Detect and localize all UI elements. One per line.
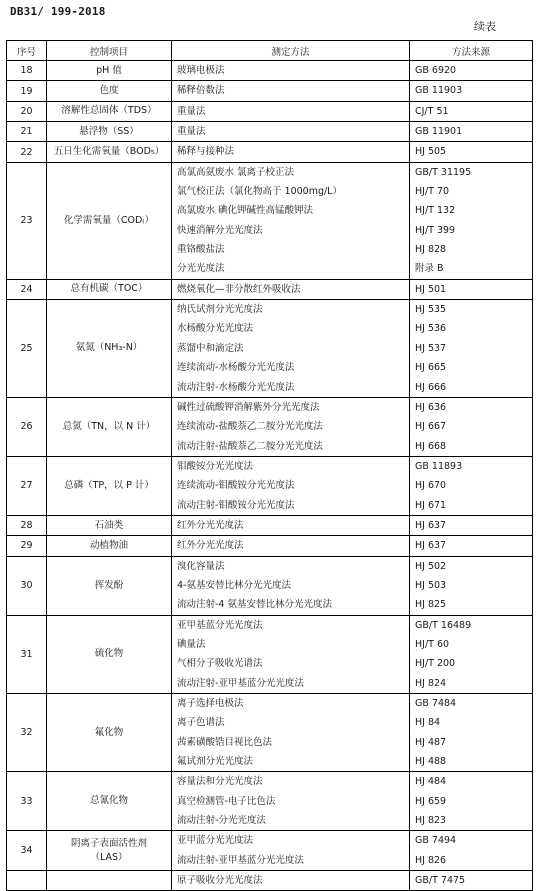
source-line: HJ 667	[415, 421, 447, 433]
method-line: 气相分子吸收光谱法	[177, 658, 263, 670]
table-row	[7, 456, 533, 515]
source-cell	[410, 871, 533, 891]
control-item-cell	[47, 536, 172, 556]
method-line: 高氯废水 碘化钾碱性高锰酸钾法	[177, 205, 314, 217]
control-item-cell	[47, 456, 172, 515]
source-cell	[410, 515, 533, 535]
source-cell	[410, 694, 533, 772]
method-line: 容量法和分光光度法	[177, 776, 263, 788]
method-line: 4-氨基安替比林分光光度法	[177, 579, 291, 591]
source-line: HJ 824	[415, 677, 447, 689]
table-row	[7, 397, 533, 456]
source-line: HJ 659	[415, 795, 447, 807]
control-item-cell	[47, 142, 172, 162]
method-cell	[172, 300, 410, 398]
source-line: HJ 487	[415, 736, 447, 748]
table-row	[7, 871, 533, 891]
control-item-label: 总氰化物	[89, 795, 128, 807]
method-line: 流动注射-盐酸萘乙二胺分光光度法	[177, 440, 323, 452]
document-code: DB31/ 199-2018	[10, 5, 106, 18]
control-item-label: 悬浮物（SS）	[79, 125, 139, 137]
method-line: 流动注射-水杨酸分光光度法	[177, 381, 295, 393]
control-item-label: 氟化物	[94, 726, 124, 738]
table-row	[7, 556, 533, 615]
method-line: 连续流动-钼酸铵分光光度法	[177, 480, 295, 492]
source-line: HJ 535	[415, 304, 447, 316]
source-line: HJ 503	[415, 579, 447, 591]
method-line: 连续流动-水杨酸分光光度法	[177, 362, 295, 374]
source-cell	[410, 81, 533, 101]
table-row	[7, 61, 533, 81]
continued-label: 续表	[474, 20, 496, 33]
method-line: 玻璃电极法	[177, 65, 225, 76]
row-number-cell: 19	[7, 81, 47, 101]
table-row	[7, 101, 533, 121]
method-line: 钼酸铵分光光度法	[177, 460, 254, 472]
control-item-cell	[47, 831, 172, 871]
source-line: HJ 502	[415, 560, 447, 572]
method-line: 茜素磺酸锆目视比色法	[177, 736, 273, 748]
method-cell	[172, 772, 410, 831]
source-cell	[410, 101, 533, 121]
source-cell	[410, 142, 533, 162]
method-line: 真空检测管-电子比色法	[177, 795, 276, 807]
method-cell	[172, 101, 410, 121]
method-line: 亚甲基蓝分光光度法	[177, 619, 263, 631]
column-header-no: 序号	[7, 41, 47, 61]
row-number-cell	[7, 871, 47, 891]
table-row	[7, 536, 533, 556]
method-cell	[172, 397, 410, 456]
control-item-cell	[47, 515, 172, 535]
table-row	[7, 122, 533, 142]
control-item-label: （LAS）	[90, 851, 128, 863]
source-line: HJ 84	[415, 717, 441, 729]
row-number-cell: 33	[7, 772, 47, 831]
method-cell	[172, 456, 410, 515]
method-line: 连续流动-盐酸萘乙二胺分光光度法	[177, 421, 323, 433]
source-cell	[410, 556, 533, 615]
method-cell	[172, 162, 410, 279]
source-line: HJ 637	[415, 519, 447, 531]
method-cell	[172, 279, 410, 299]
control-item-label: 挥发酚	[94, 579, 124, 591]
control-item-cell	[47, 279, 172, 299]
source-line: HJ 828	[415, 244, 447, 256]
source-line: HJ/T 70	[415, 186, 450, 198]
source-line: GB/T 7475	[415, 875, 466, 887]
method-line: 碱性过硫酸钾消解紫外分光光度法	[177, 401, 320, 413]
table-row	[7, 81, 533, 101]
test-methods-table	[6, 40, 533, 891]
method-line: 分光光度法	[177, 263, 225, 275]
source-line: GB/T 31195	[415, 166, 472, 178]
source-line: GB 11893	[415, 460, 463, 472]
table-row	[7, 162, 533, 279]
source-cell	[410, 300, 533, 398]
method-line: 重铬酸盐法	[177, 244, 225, 256]
control-item-cell	[47, 397, 172, 456]
source-line: HJ 671	[415, 499, 447, 511]
table-row	[7, 615, 533, 693]
table-row	[7, 142, 533, 162]
method-line: 流动注射-亚甲基蓝分光光度法	[177, 854, 304, 866]
row-number-cell: 27	[7, 456, 47, 515]
method-cell	[172, 871, 410, 891]
table-row	[7, 279, 533, 299]
source-line: GB/T 16489	[415, 619, 472, 631]
method-cell	[172, 122, 410, 142]
method-line: 水杨酸分光光度法	[177, 323, 254, 335]
table-row	[7, 772, 533, 831]
source-line: HJ/T 132	[415, 205, 456, 217]
source-line: HJ 637	[415, 540, 447, 552]
source-line: HJ 665	[415, 362, 447, 374]
source-line: 附录 B	[415, 263, 444, 275]
row-number-cell: 26	[7, 397, 47, 456]
method-line: 氟试剂分光光度法	[177, 756, 254, 768]
method-line: 稀释与接种法	[177, 146, 235, 158]
method-cell	[172, 556, 410, 615]
control-item-cell	[47, 615, 172, 693]
method-line: 原子吸收分光光度法	[177, 875, 263, 887]
method-line: 离子选择电极法	[177, 698, 244, 709]
row-number-cell: 28	[7, 515, 47, 535]
source-line: HJ 668	[415, 440, 447, 452]
column-header-method: 测定方法	[172, 41, 410, 61]
control-item-label: 化学需氧量（COD₍）	[63, 214, 155, 226]
source-line: HJ 826	[415, 854, 447, 866]
source-line: GB 7484	[415, 698, 457, 709]
method-line: 流动注射-钼酸铵分光光度法	[177, 499, 295, 511]
control-item-cell	[47, 556, 172, 615]
row-number-cell: 23	[7, 162, 47, 279]
method-line: 燃烧氧化—非分散红外吸收法	[177, 283, 301, 295]
row-number-cell: 34	[7, 831, 47, 871]
source-line: HJ 823	[415, 815, 447, 827]
row-number-cell: 18	[7, 61, 47, 81]
method-line: 氯气校正法（氯化物高于 1000mg/L）	[177, 186, 342, 198]
control-item-cell	[47, 61, 172, 81]
control-item-cell	[47, 871, 172, 891]
method-cell	[172, 615, 410, 693]
source-line: CJ/T 51	[415, 105, 449, 117]
row-number-cell: 21	[7, 122, 47, 142]
control-item-label: 色度	[99, 85, 119, 97]
source-cell	[410, 397, 533, 456]
method-line: 纳氏试剂分光光度法	[177, 304, 263, 316]
source-cell	[410, 536, 533, 556]
table-row	[7, 831, 533, 871]
source-line: HJ 488	[415, 756, 447, 768]
control-item-label: 硫化物	[94, 648, 124, 660]
source-line: HJ 501	[415, 283, 447, 295]
method-line: 溴化容量法	[177, 560, 225, 572]
row-number-cell: 32	[7, 694, 47, 772]
method-line: 快速消解分光光度法	[177, 224, 263, 236]
source-line: GB 11903	[415, 85, 463, 97]
source-line: GB 6920	[415, 65, 457, 76]
method-line: 亚甲蓝分光光度法	[177, 835, 254, 847]
control-item-label: 石油类	[94, 519, 124, 531]
control-item-cell	[47, 300, 172, 398]
control-item-label: 溶解性总固体（TDS）	[61, 105, 157, 117]
table-body	[7, 61, 533, 891]
control-item-label: 动植物油	[89, 539, 128, 551]
method-line: 流动注射-分光光度法	[177, 815, 266, 827]
method-line: 重量法	[177, 105, 206, 117]
row-number-cell: 20	[7, 101, 47, 121]
source-cell	[410, 456, 533, 515]
control-item-label: 阴离子表面活性剂	[70, 837, 147, 849]
source-line: HJ 670	[415, 480, 447, 492]
control-item-label: pH 值	[96, 64, 122, 76]
control-item-label: 总氮（TN，以 N 计）	[62, 420, 156, 432]
source-line: HJ 536	[415, 323, 447, 335]
method-line: 红外分光光度法	[177, 540, 244, 552]
source-cell	[410, 162, 533, 279]
control-item-label: 五日生化需氧量（BOD₅）	[53, 146, 165, 158]
control-item-cell	[47, 772, 172, 831]
method-line: 重量法	[177, 126, 206, 138]
method-cell	[172, 536, 410, 556]
method-cell	[172, 61, 410, 81]
source-line: HJ 825	[415, 599, 447, 611]
method-line: 稀释倍数法	[177, 85, 225, 97]
source-line: GB 7494	[415, 835, 457, 847]
table-header-row	[7, 41, 533, 61]
control-item-label: 总磷（TP，以 P 计）	[64, 479, 154, 491]
table-row	[7, 694, 533, 772]
control-item-cell	[47, 162, 172, 279]
control-item-label: 总有机碳（TOC）	[70, 283, 148, 295]
row-number-cell: 24	[7, 279, 47, 299]
row-number-cell: 31	[7, 615, 47, 693]
table-row	[7, 300, 533, 398]
source-line: HJ 505	[415, 146, 447, 158]
method-line: 高氯高氨废水 氯离子校正法	[177, 166, 295, 178]
source-cell	[410, 122, 533, 142]
source-line: GB 11901	[415, 126, 463, 138]
column-header-item: 控制项目	[47, 41, 172, 61]
method-cell	[172, 831, 410, 871]
method-cell	[172, 81, 410, 101]
method-line: 离子色谱法	[177, 717, 225, 729]
source-cell	[410, 831, 533, 871]
control-item-cell	[47, 122, 172, 142]
table-row	[7, 515, 533, 535]
row-number-cell: 30	[7, 556, 47, 615]
source-line: HJ 537	[415, 342, 447, 354]
control-item-label: 氨氮（NH₃-N）	[75, 342, 143, 354]
source-cell	[410, 615, 533, 693]
source-cell	[410, 279, 533, 299]
row-number-cell: 25	[7, 300, 47, 398]
source-line: HJ 636	[415, 401, 447, 413]
source-line: HJ 666	[415, 381, 447, 393]
method-line: 红外分光光度法	[177, 519, 244, 531]
source-line: HJ/T 200	[415, 658, 456, 670]
control-item-cell	[47, 81, 172, 101]
method-line: 流动注射-亚甲基蓝分光光度法	[177, 677, 304, 689]
method-line: 蒸馏中和滴定法	[177, 342, 244, 354]
control-item-cell	[47, 101, 172, 121]
method-cell	[172, 515, 410, 535]
row-number-cell: 22	[7, 142, 47, 162]
column-header-source: 方法来源	[410, 41, 533, 61]
control-item-cell	[47, 694, 172, 772]
method-line: 流动注射-4 氨基安替比林分光光度法	[177, 599, 332, 611]
source-line: HJ 484	[415, 776, 447, 788]
row-number-cell: 29	[7, 536, 47, 556]
source-line: HJ/T 60	[415, 638, 450, 650]
source-cell	[410, 772, 533, 831]
source-line: HJ/T 399	[415, 224, 456, 236]
method-cell	[172, 142, 410, 162]
method-line: 碘量法	[177, 638, 206, 650]
method-cell	[172, 694, 410, 772]
source-cell	[410, 61, 533, 81]
